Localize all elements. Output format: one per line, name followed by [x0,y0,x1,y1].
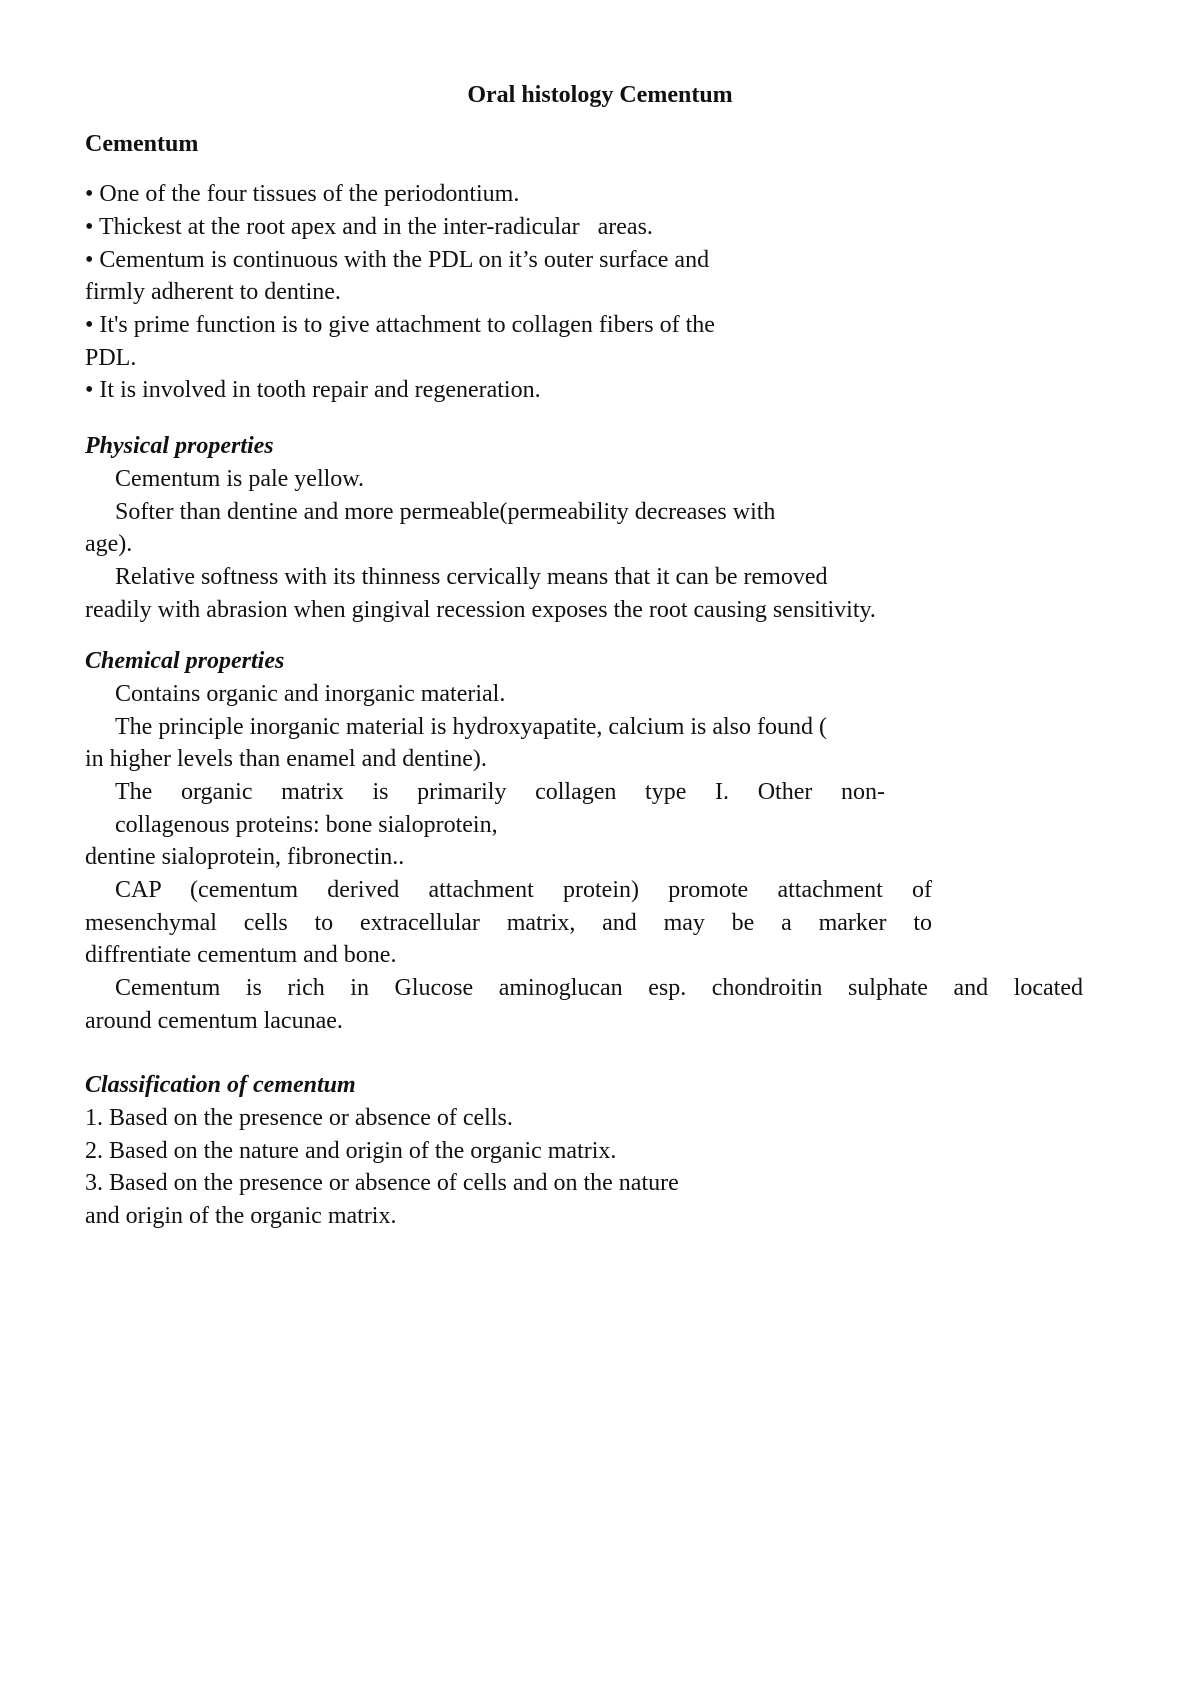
list-item: 1. Based on the presence or absence of cells. [85,1105,513,1131]
body-line: age). [85,531,133,557]
document-title: Oral histology Cementum [467,82,733,108]
body-line: Cementum is pale yellow. [115,466,365,492]
body-line: PDL. [85,345,137,371]
list-item: 3. Based on the presence or absence of cells and on the nature [85,1170,679,1196]
body-line: Relative softness with its thinness cervically means that it can be removed [115,564,828,590]
body-line: • Thickest at the root apex and in the inter-radicular areas. [85,214,653,240]
body-line: • One of the four tissues of the periodontium. [85,181,520,207]
body-line: CAP (cementum derived attachment protein) promote attachment of [115,877,932,903]
list-item: and origin of the organic matrix. [85,1203,397,1229]
body-line: Contains organic and inorganic material. [115,681,506,707]
body-line: around cementum lacunae. [85,1008,343,1034]
section-heading-physical: Physical properties [85,433,274,459]
body-line: mesenchymal cells to extracellular matrix, and may be a marker to [85,910,932,936]
list-item: 2. Based on the nature and origin of the organic matrix. [85,1138,617,1164]
body-line: diffrentiate cementum and bone. [85,942,397,968]
body-line: readily with abrasion when gingival recession exposes the root causing sensitivity. [85,597,876,623]
body-line: • It is involved in tooth repair and regeneration. [85,377,541,403]
body-line: The organic matrix is primarily collagen type I. Other non- [115,779,885,805]
body-line: The principle inorganic material is hydroxyapatite, calcium is also found ( [115,714,828,740]
body-line: Softer than dentine and more permeable(permeability decreases with [115,499,776,525]
section-heading-classification: Classification of cementum [85,1072,356,1098]
body-line: dentine sialoprotein, fibronectin.. [85,844,405,870]
body-line: in higher levels than enamel and dentine). [85,746,487,772]
body-line: • It's prime function is to give attachment to collagen fibers of the [85,312,715,338]
body-line: Cementum is rich in Glucose aminoglucan esp. chondroitin sulphate and located [115,975,1083,1001]
body-line: collagenous proteins: bone sialoprotein, [115,812,498,838]
body-line: firmly adherent to dentine. [85,279,341,305]
section-heading-chemical: Chemical properties [85,648,285,674]
section-heading-cementum: Cementum [85,131,199,157]
body-line: • Cementum is continuous with the PDL on it’s outer surface and [85,247,710,273]
